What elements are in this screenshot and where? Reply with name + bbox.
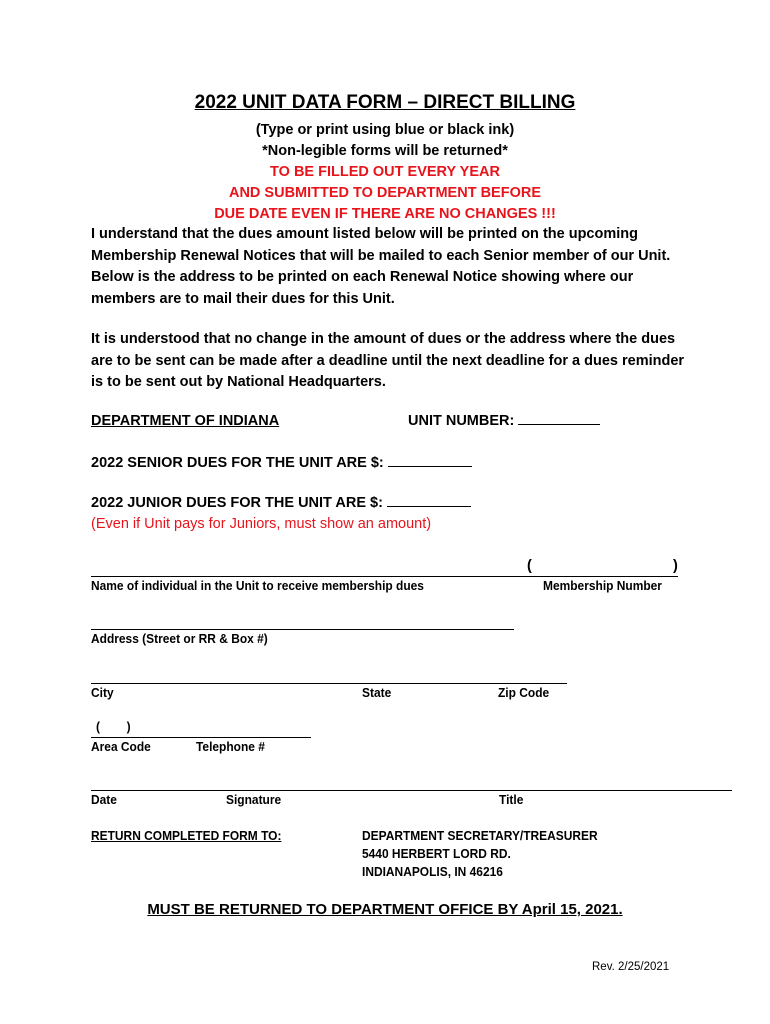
area-code-label: Area Code — [91, 739, 151, 754]
signature-label: Signature — [226, 792, 282, 807]
senior-dues-label: 2022 SENIOR DUES FOR THE UNIT ARE $: — [91, 455, 384, 471]
area-code-parentheses: ( ) — [96, 719, 131, 734]
return-address-line-3: INDIANAPOLIS, IN 46216 — [362, 864, 503, 879]
telephone-label: Telephone # — [196, 739, 265, 754]
city-label: City — [91, 685, 114, 700]
date-label: Date — [91, 792, 117, 807]
junior-dues-row — [91, 495, 471, 511]
name-field-label: Name of individual in the Unit to receive membership dues — [91, 578, 424, 593]
senior-dues-field[interactable] — [388, 466, 472, 467]
senior-dues-row — [91, 455, 472, 471]
unit-number-row — [408, 413, 600, 429]
state-label: State — [362, 685, 392, 700]
deadline-paragraph: It is understood that no change in the amount of dues or the address where the dues are to be sent can be made after a deadline until the next deadline for a dues reminder is to be sent out by National Headquarters. — [91, 331, 685, 390]
title-label: Title — [499, 792, 524, 807]
membership-number-label: Membership Number — [543, 578, 662, 593]
return-address-line-2: 5440 HERBERT LORD RD. — [362, 846, 511, 861]
red-notice-line-3: DUE DATE EVEN IF THERE ARE NO CHANGES !!! — [214, 206, 556, 222]
address-field-label: Address (Street or RR & Box #) — [91, 631, 268, 646]
junior-dues-note: (Even if Unit pays for Juniors, must show an amount) — [91, 516, 432, 532]
address-field-line[interactable] — [91, 629, 514, 630]
return-label: RETURN COMPLETED FORM TO: — [91, 828, 282, 843]
junior-dues-field[interactable] — [387, 506, 471, 507]
form-title: 2022 UNIT DATA FORM – DIRECT BILLING — [194, 92, 576, 113]
revision-date: Rev. 2/25/2021 — [592, 961, 670, 973]
legible-warning: *Non-legible forms will be returned* — [262, 143, 508, 159]
department-name: DEPARTMENT OF INDIANA — [91, 413, 280, 429]
unit-number-field[interactable] — [518, 424, 600, 425]
unit-number-label: UNIT NUMBER: — [408, 413, 515, 429]
city-state-zip-line[interactable] — [91, 683, 567, 684]
phone-field-line[interactable] — [91, 737, 311, 738]
deadline-notice: MUST BE RETURNED TO DEPARTMENT OFFICE BY April 15, 2021. — [147, 901, 623, 918]
junior-dues-label: 2022 JUNIOR DUES FOR THE UNIT ARE $: — [91, 495, 383, 511]
red-notice-line-2: AND SUBMITTED TO DEPARTMENT BEFORE — [228, 185, 542, 201]
ink-instruction: (Type or print using blue or black ink) — [255, 122, 515, 138]
agreement-paragraph: I understand that the dues amount listed below will be printed on the upcoming Membership Renewal Notices that will be mailed to each Senior member of our Unit. Below is the address to be printed on each Renewal Notice showing where our members are to mail their dues for this Unit. — [91, 226, 671, 307]
membership-paren-close: ) — [673, 558, 678, 574]
red-notice-line-1: TO BE FILLED OUT EVERY YEAR — [270, 164, 500, 180]
signature-line[interactable] — [91, 790, 732, 791]
membership-paren-open: ( — [527, 558, 532, 574]
return-address-line-1: DEPARTMENT SECRETARY/TREASURER — [362, 828, 598, 843]
zip-code-label: Zip Code — [498, 685, 550, 700]
name-field-line[interactable] — [91, 576, 678, 577]
